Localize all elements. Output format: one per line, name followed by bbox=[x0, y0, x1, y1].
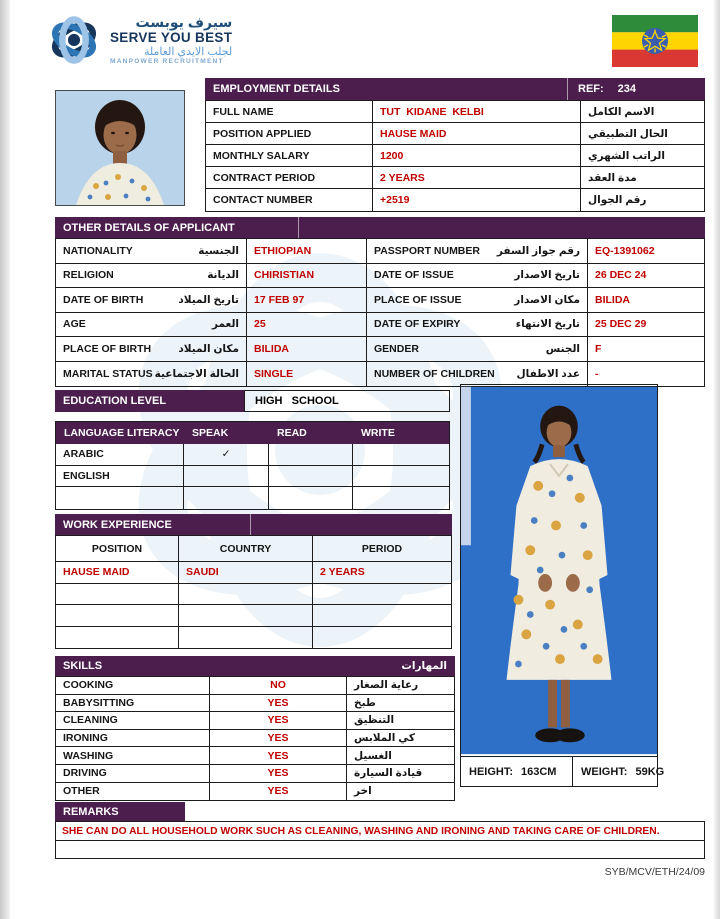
read-cell bbox=[269, 444, 353, 465]
field-label: FULL NAME bbox=[206, 101, 373, 122]
education-level-header bbox=[55, 390, 245, 412]
skill-label: IRONING bbox=[56, 730, 210, 747]
height-label: HEIGHT: bbox=[469, 765, 513, 778]
skill-value: YES bbox=[210, 783, 347, 801]
write-cell bbox=[353, 466, 449, 487]
education-level-title: EDUCATION LEVEL bbox=[63, 395, 167, 407]
skill-value: YES bbox=[210, 747, 347, 764]
speak-cell bbox=[184, 466, 269, 487]
table-row bbox=[56, 444, 449, 466]
applicant-fullbody-photo-panel bbox=[460, 384, 665, 787]
field-label-arabic: الاسم الكامل bbox=[588, 105, 655, 118]
work-header-row bbox=[56, 536, 451, 562]
period-cell bbox=[313, 605, 451, 626]
read-cell bbox=[269, 487, 353, 509]
brand-tagline-english: MANPOWER RECRUITMENT bbox=[110, 58, 224, 66]
skill-label: COOKING bbox=[56, 677, 210, 694]
ethiopia-flag-icon bbox=[612, 15, 698, 67]
language-literacy-header-row bbox=[56, 422, 449, 444]
skills-title-arabic: المهارات bbox=[401, 660, 447, 672]
field-value: 2 YEARS bbox=[373, 167, 581, 188]
field-value: SINGLE bbox=[247, 362, 367, 387]
skill-label-arabic: كي الملابس bbox=[354, 732, 415, 745]
language-name: ENGLISH bbox=[56, 466, 184, 487]
field-value: BILIDA bbox=[247, 337, 367, 361]
field-label-arabic: الديانة bbox=[207, 269, 239, 282]
skill-label-arabic: اخر bbox=[354, 785, 372, 798]
remarks-text: SHE CAN DO ALL HOUSEHOLD WORK SUCH AS CLEANING, WASHING AND IRONING AND TAKING CARE OF CHILDREN. bbox=[56, 822, 704, 841]
remarks-title: REMARKS bbox=[63, 805, 119, 818]
brand-name-arabic: سيرف يوبست bbox=[135, 14, 233, 31]
skill-label-arabic: الغسيل bbox=[354, 749, 392, 762]
period-cell: 2 YEARS bbox=[320, 566, 365, 579]
read-cell bbox=[269, 466, 353, 487]
other-details-title: OTHER DETAILS OF APPLICANT bbox=[63, 221, 235, 234]
field-value: BILIDA bbox=[595, 293, 630, 306]
table-row bbox=[56, 264, 704, 289]
header-divider bbox=[298, 217, 299, 238]
field-label-arabic: الراتب الشهري bbox=[588, 149, 665, 162]
remarks-box bbox=[55, 821, 705, 859]
scan-edge-left bbox=[0, 0, 10, 919]
field-label-arabic: العمر bbox=[211, 318, 239, 331]
field-label: GENDER bbox=[374, 342, 419, 355]
column-header: POSITION bbox=[56, 536, 179, 561]
field-label: DATE OF ISSUE bbox=[374, 269, 454, 282]
table-row bbox=[56, 466, 449, 488]
field-label-arabic: مكان الاصدار bbox=[514, 293, 580, 306]
work-experience-header bbox=[55, 514, 452, 535]
skill-label-arabic: رعاية الصغار bbox=[354, 679, 419, 692]
field-label-arabic: الحالة الاجتماعية bbox=[154, 367, 239, 380]
field-label: MARITAL STATUS bbox=[63, 367, 153, 380]
field-label: POSITION APPLIED bbox=[206, 123, 373, 144]
ref-value: 234 bbox=[617, 83, 637, 95]
write-cell bbox=[353, 487, 449, 509]
table-row bbox=[56, 712, 454, 730]
table-row bbox=[56, 677, 454, 695]
field-label-arabic: مكان الميلاد bbox=[178, 342, 239, 355]
field-value: +2519 bbox=[373, 189, 581, 211]
position-cell bbox=[56, 605, 179, 626]
field-value: 1200 bbox=[373, 145, 581, 166]
table-row bbox=[56, 337, 704, 362]
field-value: CHIRISTIAN bbox=[247, 264, 367, 288]
field-label-arabic: تاريخ الميلاد bbox=[178, 293, 239, 306]
country-cell bbox=[179, 584, 313, 605]
field-label: DATE OF EXPIRY bbox=[374, 318, 461, 331]
work-experience-title: WORK EXPERIENCE bbox=[63, 518, 172, 531]
skill-value: YES bbox=[210, 695, 347, 712]
country-cell: SAUDI bbox=[179, 562, 313, 583]
table-row bbox=[56, 695, 454, 713]
table-row bbox=[206, 101, 704, 123]
brand-header bbox=[46, 12, 232, 68]
skill-label-arabic: قيادة السيارة bbox=[354, 767, 423, 780]
field-value: TUT KIDANE KELBI bbox=[373, 101, 581, 122]
skill-label-arabic: طبخ bbox=[354, 696, 376, 709]
field-label: MONTHLY SALARY bbox=[206, 145, 373, 166]
skill-label: CLEANING bbox=[56, 712, 210, 729]
position-cell bbox=[56, 627, 179, 649]
skill-value: YES bbox=[210, 730, 347, 747]
field-label: CONTACT NUMBER bbox=[206, 189, 373, 211]
table-row bbox=[206, 145, 704, 167]
height-value: 163CM bbox=[521, 765, 557, 778]
table-row bbox=[56, 288, 704, 313]
table-row bbox=[56, 584, 451, 606]
field-label-arabic: الجنس bbox=[545, 342, 580, 355]
field-label-arabic: تاريخ الانتهاء bbox=[515, 318, 580, 331]
field-label: RELIGION bbox=[63, 269, 114, 282]
table-row bbox=[206, 123, 704, 145]
field-label-arabic: عدد الاطفال bbox=[516, 367, 580, 380]
field-value: 26 DEC 24 bbox=[595, 269, 647, 282]
period-cell bbox=[313, 627, 451, 649]
field-label-arabic: مدة العقد bbox=[588, 171, 637, 184]
field-label: NATIONALITY bbox=[63, 244, 133, 257]
column-header: READ bbox=[277, 427, 307, 439]
skill-value: YES bbox=[210, 712, 347, 729]
write-cell bbox=[353, 444, 449, 465]
applicant-fullbody-photo bbox=[461, 385, 657, 756]
skills-table bbox=[55, 676, 455, 801]
skill-label: OTHER bbox=[56, 783, 210, 801]
field-label: PLACE OF ISSUE bbox=[374, 293, 462, 306]
other-details-table bbox=[55, 238, 705, 387]
remarks-empty-row bbox=[56, 841, 704, 858]
table-row bbox=[56, 313, 704, 338]
position-cell bbox=[56, 584, 179, 605]
field-label: CONTRACT PERIOD bbox=[206, 167, 373, 188]
column-header: LANGUAGE LITERACY bbox=[64, 427, 180, 439]
table-row bbox=[56, 783, 454, 801]
field-label-arabic: الحال التطبيقي bbox=[588, 127, 668, 140]
field-label: PLACE OF BIRTH bbox=[63, 342, 152, 355]
field-label-arabic: رقم جواز السفر bbox=[496, 244, 580, 257]
period-cell bbox=[313, 584, 451, 605]
table-row bbox=[206, 189, 704, 211]
scan-edge-right bbox=[714, 0, 720, 919]
table-row bbox=[56, 765, 454, 783]
table-row bbox=[56, 605, 451, 627]
ref-label: REF: bbox=[578, 83, 604, 95]
skill-label: BABYSITTING bbox=[56, 695, 210, 712]
skill-value: YES bbox=[210, 765, 347, 782]
field-label-arabic: تاريخ الاصدار bbox=[514, 269, 580, 282]
brand-name-english: SERVE YOU BEST bbox=[110, 30, 233, 46]
language-name: ARABIC bbox=[56, 444, 184, 465]
height-weight-row bbox=[461, 756, 665, 786]
field-value: F bbox=[595, 342, 602, 355]
position-cell: HAUSE MAID bbox=[56, 562, 179, 583]
skill-value: NO bbox=[210, 677, 347, 694]
table-row bbox=[56, 627, 451, 649]
table-row bbox=[56, 362, 704, 387]
field-value: 25 bbox=[247, 313, 367, 337]
field-label-arabic: الجنسية bbox=[198, 244, 239, 257]
remarks-header bbox=[55, 802, 185, 821]
speak-cell bbox=[184, 487, 269, 509]
weight-label: WEIGHT: bbox=[581, 765, 628, 778]
table-row bbox=[56, 487, 449, 509]
table-row bbox=[56, 730, 454, 748]
table-row bbox=[56, 562, 451, 584]
field-value: 17 FEB 97 bbox=[247, 288, 367, 312]
table-row bbox=[206, 167, 704, 189]
header-divider bbox=[250, 514, 251, 535]
language-literacy-table bbox=[55, 421, 450, 510]
work-experience-table bbox=[55, 535, 452, 649]
column-header: PERIOD bbox=[361, 542, 403, 555]
brand-tagline-arabic: لجلب الايدي العاملة bbox=[143, 45, 233, 58]
field-value: - bbox=[595, 367, 599, 380]
education-level-value: HIGH SCHOOL bbox=[244, 390, 450, 412]
field-label: NUMBER OF CHILDREN bbox=[374, 367, 495, 380]
field-value: EQ-1391062 bbox=[595, 244, 655, 257]
document-reference-code: SYB/MCV/ETH/24/09 bbox=[604, 866, 705, 878]
employment-details-title: EMPLOYMENT DETAILS bbox=[213, 83, 340, 95]
field-value: 25 DEC 29 bbox=[595, 318, 647, 331]
column-header: WRITE bbox=[361, 427, 395, 439]
column-header: SPEAK bbox=[192, 427, 229, 439]
table-row bbox=[56, 747, 454, 765]
employment-details-table bbox=[205, 100, 705, 212]
skill-label: WASHING bbox=[56, 747, 210, 764]
field-value: ETHIOPIAN bbox=[247, 239, 367, 263]
weight-value: 59KG bbox=[635, 765, 665, 778]
skills-header bbox=[55, 656, 455, 676]
field-label: DATE OF BIRTH bbox=[63, 293, 144, 306]
other-details-header bbox=[55, 217, 705, 238]
field-value: HAUSE MAID bbox=[373, 123, 581, 144]
serve-you-best-logo-icon bbox=[46, 12, 102, 68]
field-label: AGE bbox=[63, 318, 86, 331]
table-row bbox=[56, 239, 704, 264]
employment-details-header bbox=[205, 78, 705, 100]
skills-title: SKILLS bbox=[63, 660, 103, 672]
language-name bbox=[56, 487, 184, 509]
country-cell bbox=[179, 627, 313, 649]
column-header: COUNTRY bbox=[179, 536, 313, 561]
skill-label: DRIVING bbox=[56, 765, 210, 782]
skill-label-arabic: التنظيق bbox=[354, 714, 395, 727]
field-label: PASSPORT NUMBER bbox=[374, 244, 480, 257]
country-cell bbox=[179, 605, 313, 626]
field-label-arabic: رقم الجوال bbox=[588, 194, 647, 206]
speak-checkmark: ✓ bbox=[184, 444, 269, 465]
applicant-headshot-photo bbox=[55, 90, 185, 206]
